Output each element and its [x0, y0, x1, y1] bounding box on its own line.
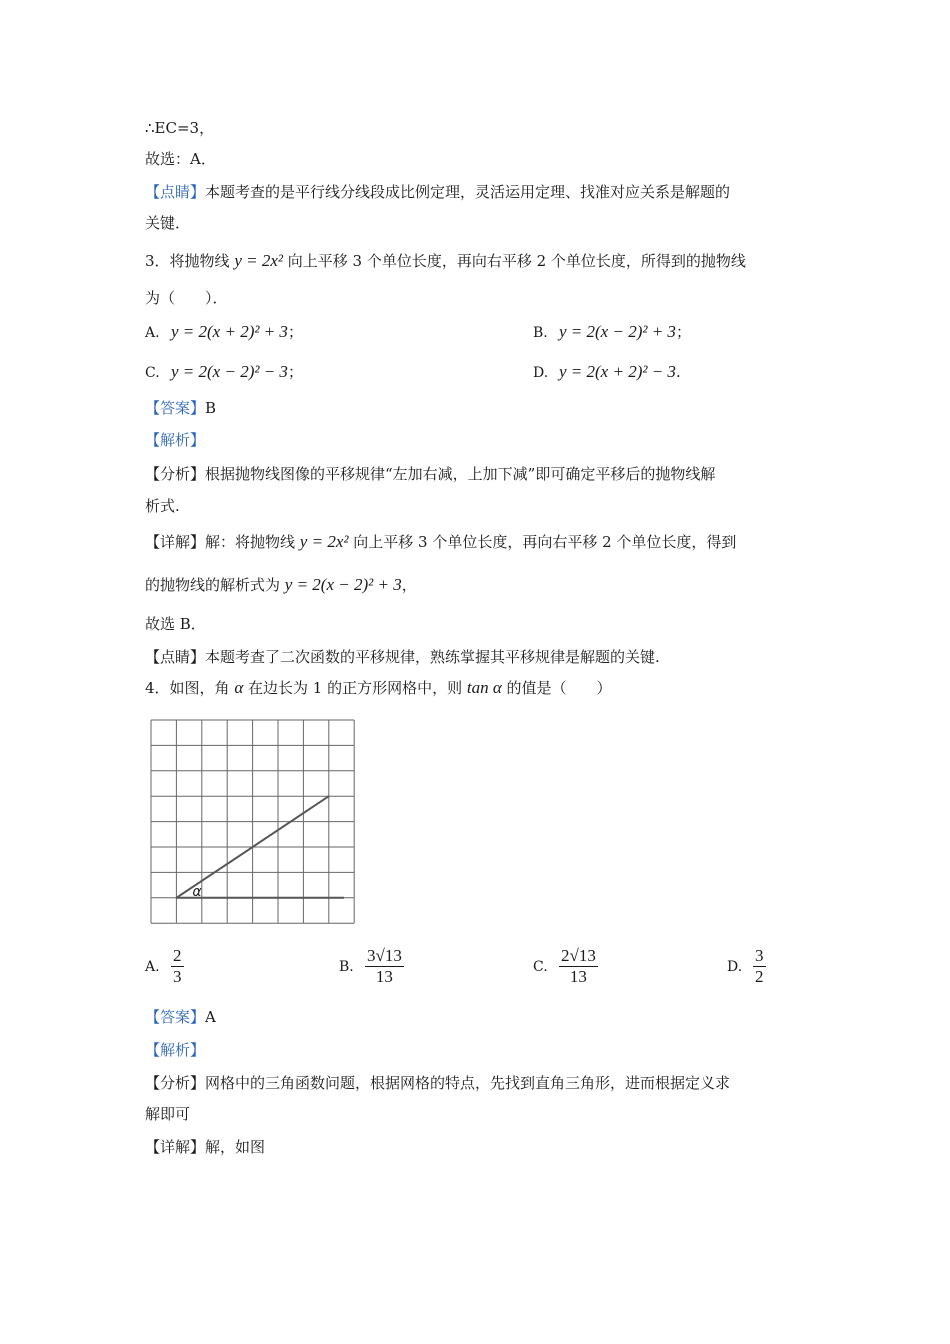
question-4-stem: 4．如图，角 α 在边长为 1 的正方形网格中，则 tan α 的值是（ ）: [145, 678, 612, 697]
q4-option-c: C. $\frac{2√13}{13}$: [533, 946, 596, 986]
xiangjie-line-cont: 的抛物线的解析式为 y = 2(x − 2)² + 3，: [145, 575, 417, 594]
question-3-stem: [145, 251, 746, 271]
jiexi-tag: 【解析】: [145, 1041, 206, 1059]
q3-option-d: D. y = 2(x + 2)² − 3.: [533, 362, 681, 381]
xiangjie-line: 【详解】解，如图: [145, 1138, 266, 1156]
dianjing-tag: 【点睛】: [145, 183, 206, 201]
q4-option-d: D. $\frac{3}{2}$: [727, 946, 764, 986]
xiangjie-line: 【详解】解：将抛物线 y = 2x² 向上平移 3 个单位长度，再向右平移 2 个单位长度，得到: [145, 532, 737, 551]
q4-option-b: B. $\frac{3√13}{13}$: [339, 946, 402, 986]
answer-value: B: [205, 399, 217, 417]
grid-lines: [151, 720, 354, 923]
answer-line: 【答案】A: [145, 1008, 216, 1026]
dianjing-line: [145, 182, 730, 202]
q3-text: 向上平移 3 个单位长度，再向右平移 2 个单位长度，所得到的抛物线: [282, 252, 746, 270]
dianjing-line: 【点睛】本题考查了二次函数的平移规律，熟练掌握其平移规律是解题的关键.: [145, 648, 660, 666]
q3-math: y = 2x²: [234, 251, 283, 270]
q3-option-b: B. y = 2(x − 2)² + 3；: [533, 322, 691, 341]
q3-text: 3．将抛物线: [145, 252, 235, 270]
jiexi-tag: 【解析】: [145, 431, 206, 449]
answer-line: [145, 398, 216, 418]
fenxi-tag: 【分析】: [145, 465, 206, 483]
text-line: 析式.: [145, 497, 180, 515]
xiangjie-tag: 【详解】: [145, 533, 206, 551]
question-3-stem-cont: 为（ ）．: [145, 289, 228, 307]
q3-option-c: C. y = 2(x − 2)² − 3；: [145, 362, 303, 381]
grid-figure: [145, 716, 360, 931]
fenxi-text: 根据抛物线图像的平移规律“左加右减，上加下减”即可确定平移后的抛物线解: [205, 465, 716, 483]
text-line: 故选 B．: [145, 615, 206, 633]
q4-option-a: A. $\frac{2}{3}$: [145, 946, 182, 986]
answer-tag: 【答案】: [145, 399, 206, 417]
dianjing-text: 本题考查的是平行线分线段成比例定理，灵活运用定理、找准对应关系是解题的: [205, 183, 731, 201]
angle-label: α: [192, 883, 202, 900]
q3-option-a: A. y = 2(x + 2)² + 3；: [145, 322, 303, 341]
text-line: 故选：A．: [145, 150, 216, 168]
fenxi-line: 【分析】网格中的三角函数问题，根据网格的特点，先找到直角三角形，进而根据定义求: [145, 1074, 731, 1092]
text-line: 关键．: [145, 214, 191, 232]
text-line: ∴EC=3，: [145, 119, 215, 137]
fenxi-line: [145, 464, 715, 484]
text-line: 解即可: [145, 1105, 191, 1123]
